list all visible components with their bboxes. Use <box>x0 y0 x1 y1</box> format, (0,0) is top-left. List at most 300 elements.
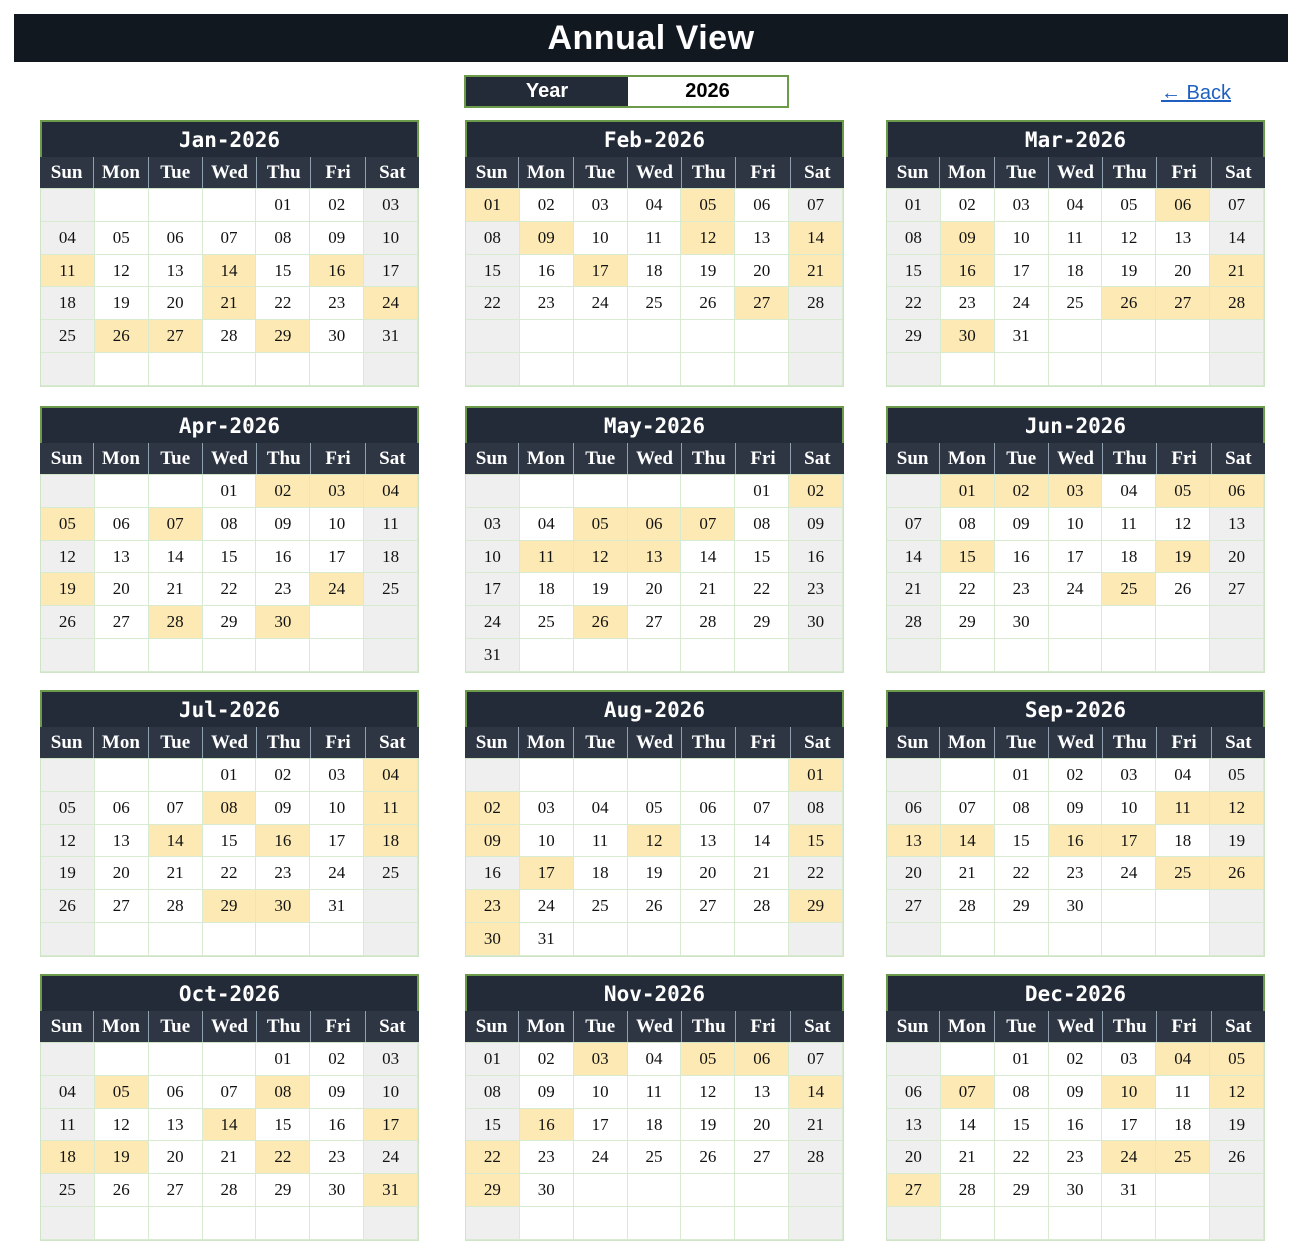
day-cell[interactable]: 16 <box>520 255 574 288</box>
day-cell[interactable]: 04 <box>628 189 682 222</box>
day-cell[interactable]: 10 <box>310 508 364 541</box>
day-cell[interactable]: 24 <box>1102 857 1156 890</box>
day-cell[interactable]: 15 <box>789 825 843 858</box>
day-cell[interactable]: 14 <box>941 1109 995 1142</box>
day-cell[interactable]: 03 <box>995 189 1049 222</box>
day-cell[interactable]: 04 <box>364 759 418 792</box>
day-cell[interactable]: 29 <box>995 1174 1049 1207</box>
day-cell[interactable]: 27 <box>95 606 149 639</box>
day-cell[interactable]: 20 <box>628 573 682 606</box>
day-cell[interactable]: 09 <box>310 222 364 255</box>
day-cell[interactable]: 21 <box>149 573 203 606</box>
day-cell[interactable]: 27 <box>1156 287 1210 320</box>
day-cell[interactable]: 22 <box>995 857 1049 890</box>
day-cell[interactable]: 28 <box>941 1174 995 1207</box>
day-cell[interactable]: 07 <box>149 508 203 541</box>
day-cell[interactable]: 06 <box>149 1076 203 1109</box>
day-cell[interactable]: 24 <box>995 287 1049 320</box>
day-cell[interactable]: 28 <box>941 890 995 923</box>
day-cell[interactable]: 21 <box>941 1141 995 1174</box>
day-cell[interactable]: 30 <box>1049 890 1103 923</box>
day-cell[interactable]: 23 <box>256 857 310 890</box>
day-cell[interactable]: 07 <box>941 792 995 825</box>
day-cell[interactable]: 30 <box>256 606 310 639</box>
day-cell[interactable]: 30 <box>520 1174 574 1207</box>
day-cell[interactable]: 18 <box>41 287 95 320</box>
day-cell[interactable]: 28 <box>681 606 735 639</box>
day-cell[interactable]: 24 <box>364 287 418 320</box>
day-cell[interactable]: 15 <box>941 541 995 574</box>
day-cell[interactable]: 27 <box>1210 573 1264 606</box>
day-cell[interactable]: 27 <box>735 287 789 320</box>
day-cell[interactable]: 11 <box>364 792 418 825</box>
day-cell[interactable]: 29 <box>256 320 310 353</box>
day-cell[interactable]: 10 <box>520 825 574 858</box>
day-cell[interactable]: 15 <box>203 541 257 574</box>
day-cell[interactable]: 04 <box>628 1043 682 1076</box>
day-cell[interactable]: 21 <box>789 255 843 288</box>
day-cell[interactable]: 07 <box>681 508 735 541</box>
day-cell[interactable]: 02 <box>995 475 1049 508</box>
day-cell[interactable]: 23 <box>789 573 843 606</box>
day-cell[interactable]: 18 <box>628 255 682 288</box>
day-cell[interactable]: 18 <box>1156 1109 1210 1142</box>
day-cell[interactable]: 07 <box>789 1043 843 1076</box>
day-cell[interactable]: 05 <box>681 1043 735 1076</box>
day-cell[interactable]: 05 <box>95 1076 149 1109</box>
day-cell[interactable]: 09 <box>520 222 574 255</box>
day-cell[interactable]: 10 <box>1102 1076 1156 1109</box>
day-cell[interactable]: 11 <box>628 222 682 255</box>
day-cell[interactable]: 28 <box>789 1141 843 1174</box>
day-cell[interactable]: 03 <box>574 1043 628 1076</box>
day-cell[interactable]: 29 <box>256 1174 310 1207</box>
day-cell[interactable]: 17 <box>995 255 1049 288</box>
day-cell[interactable]: 21 <box>1210 255 1264 288</box>
day-cell[interactable]: 30 <box>789 606 843 639</box>
day-cell[interactable]: 23 <box>1049 857 1103 890</box>
day-cell[interactable]: 27 <box>887 1174 941 1207</box>
day-cell[interactable]: 13 <box>149 255 203 288</box>
day-cell[interactable]: 26 <box>1210 1141 1264 1174</box>
day-cell[interactable]: 18 <box>364 825 418 858</box>
day-cell[interactable]: 09 <box>256 508 310 541</box>
day-cell[interactable]: 28 <box>887 606 941 639</box>
day-cell[interactable]: 19 <box>41 857 95 890</box>
day-cell[interactable]: 01 <box>466 189 520 222</box>
day-cell[interactable]: 28 <box>149 606 203 639</box>
day-cell[interactable]: 15 <box>995 1109 1049 1142</box>
day-cell[interactable]: 05 <box>574 508 628 541</box>
day-cell[interactable]: 22 <box>466 287 520 320</box>
day-cell[interactable]: 21 <box>681 573 735 606</box>
day-cell[interactable]: 11 <box>364 508 418 541</box>
day-cell[interactable]: 28 <box>789 287 843 320</box>
day-cell[interactable]: 17 <box>364 255 418 288</box>
day-cell[interactable]: 02 <box>466 792 520 825</box>
day-cell[interactable]: 12 <box>95 1109 149 1142</box>
day-cell[interactable]: 12 <box>628 825 682 858</box>
day-cell[interactable]: 08 <box>789 792 843 825</box>
day-cell[interactable]: 08 <box>256 222 310 255</box>
day-cell[interactable]: 27 <box>149 1174 203 1207</box>
day-cell[interactable]: 11 <box>41 1109 95 1142</box>
day-cell[interactable]: 25 <box>520 606 574 639</box>
day-cell[interactable]: 30 <box>995 606 1049 639</box>
day-cell[interactable]: 08 <box>887 222 941 255</box>
day-cell[interactable]: 16 <box>520 1109 574 1142</box>
day-cell[interactable]: 25 <box>628 287 682 320</box>
day-cell[interactable]: 17 <box>1102 1109 1156 1142</box>
day-cell[interactable]: 25 <box>41 320 95 353</box>
day-cell[interactable]: 04 <box>41 222 95 255</box>
day-cell[interactable]: 01 <box>887 189 941 222</box>
day-cell[interactable]: 21 <box>887 573 941 606</box>
day-cell[interactable]: 16 <box>1049 1109 1103 1142</box>
day-cell[interactable]: 12 <box>681 1076 735 1109</box>
day-cell[interactable]: 08 <box>256 1076 310 1109</box>
day-cell[interactable]: 10 <box>364 222 418 255</box>
day-cell[interactable]: 31 <box>466 639 520 672</box>
day-cell[interactable]: 13 <box>681 825 735 858</box>
day-cell[interactable]: 30 <box>310 1174 364 1207</box>
day-cell[interactable]: 24 <box>310 573 364 606</box>
day-cell[interactable]: 14 <box>789 1076 843 1109</box>
day-cell[interactable]: 05 <box>1210 1043 1264 1076</box>
day-cell[interactable]: 20 <box>887 857 941 890</box>
day-cell[interactable]: 07 <box>203 222 257 255</box>
day-cell[interactable]: 17 <box>574 255 628 288</box>
day-cell[interactable]: 13 <box>887 1109 941 1142</box>
day-cell[interactable]: 18 <box>1156 825 1210 858</box>
day-cell[interactable]: 03 <box>1102 759 1156 792</box>
day-cell[interactable]: 23 <box>995 573 1049 606</box>
day-cell[interactable]: 18 <box>41 1141 95 1174</box>
day-cell[interactable]: 31 <box>364 1174 418 1207</box>
day-cell[interactable]: 28 <box>203 320 257 353</box>
day-cell[interactable]: 07 <box>887 508 941 541</box>
day-cell[interactable]: 17 <box>520 857 574 890</box>
day-cell[interactable]: 19 <box>41 573 95 606</box>
day-cell[interactable]: 26 <box>1156 573 1210 606</box>
day-cell[interactable]: 15 <box>887 255 941 288</box>
day-cell[interactable]: 28 <box>149 890 203 923</box>
day-cell[interactable]: 08 <box>466 222 520 255</box>
day-cell[interactable]: 05 <box>1210 759 1264 792</box>
day-cell[interactable]: 01 <box>466 1043 520 1076</box>
day-cell[interactable]: 09 <box>1049 792 1103 825</box>
day-cell[interactable]: 01 <box>995 1043 1049 1076</box>
day-cell[interactable]: 02 <box>520 189 574 222</box>
day-cell[interactable]: 07 <box>203 1076 257 1109</box>
day-cell[interactable]: 08 <box>941 508 995 541</box>
day-cell[interactable]: 26 <box>681 287 735 320</box>
day-cell[interactable]: 02 <box>520 1043 574 1076</box>
day-cell[interactable]: 19 <box>574 573 628 606</box>
day-cell[interactable]: 29 <box>995 890 1049 923</box>
year-input[interactable]: 2026 <box>628 77 787 106</box>
day-cell[interactable]: 04 <box>1156 759 1210 792</box>
day-cell[interactable]: 22 <box>256 287 310 320</box>
day-cell[interactable]: 01 <box>256 1043 310 1076</box>
day-cell[interactable]: 20 <box>95 573 149 606</box>
day-cell[interactable]: 15 <box>466 255 520 288</box>
day-cell[interactable]: 10 <box>1102 792 1156 825</box>
day-cell[interactable]: 25 <box>1156 857 1210 890</box>
day-cell[interactable]: 03 <box>364 189 418 222</box>
day-cell[interactable]: 28 <box>1210 287 1264 320</box>
day-cell[interactable]: 21 <box>789 1109 843 1142</box>
day-cell[interactable]: 23 <box>941 287 995 320</box>
day-cell[interactable]: 31 <box>995 320 1049 353</box>
day-cell[interactable]: 30 <box>941 320 995 353</box>
day-cell[interactable]: 06 <box>95 508 149 541</box>
day-cell[interactable]: 05 <box>628 792 682 825</box>
day-cell[interactable]: 11 <box>1102 508 1156 541</box>
day-cell[interactable]: 03 <box>520 792 574 825</box>
day-cell[interactable]: 14 <box>681 541 735 574</box>
day-cell[interactable]: 14 <box>887 541 941 574</box>
day-cell[interactable]: 22 <box>203 857 257 890</box>
day-cell[interactable]: 02 <box>1049 1043 1103 1076</box>
day-cell[interactable]: 14 <box>735 825 789 858</box>
day-cell[interactable]: 01 <box>203 475 257 508</box>
day-cell[interactable]: 25 <box>574 890 628 923</box>
day-cell[interactable]: 01 <box>203 759 257 792</box>
day-cell[interactable]: 20 <box>735 1109 789 1142</box>
day-cell[interactable]: 01 <box>256 189 310 222</box>
day-cell[interactable]: 11 <box>628 1076 682 1109</box>
day-cell[interactable]: 30 <box>256 890 310 923</box>
day-cell[interactable]: 10 <box>1049 508 1103 541</box>
day-cell[interactable]: 05 <box>95 222 149 255</box>
day-cell[interactable]: 19 <box>1156 541 1210 574</box>
day-cell[interactable]: 06 <box>628 508 682 541</box>
day-cell[interactable]: 21 <box>149 857 203 890</box>
day-cell[interactable]: 16 <box>789 541 843 574</box>
day-cell[interactable]: 22 <box>789 857 843 890</box>
day-cell[interactable]: 06 <box>887 1076 941 1109</box>
day-cell[interactable]: 25 <box>1102 573 1156 606</box>
day-cell[interactable]: 26 <box>1210 857 1264 890</box>
day-cell[interactable]: 01 <box>789 759 843 792</box>
day-cell[interactable]: 19 <box>1210 825 1264 858</box>
day-cell[interactable]: 10 <box>574 1076 628 1109</box>
day-cell[interactable]: 15 <box>256 255 310 288</box>
day-cell[interactable]: 25 <box>1156 1141 1210 1174</box>
day-cell[interactable]: 12 <box>41 825 95 858</box>
day-cell[interactable]: 10 <box>364 1076 418 1109</box>
day-cell[interactable]: 25 <box>1049 287 1103 320</box>
day-cell[interactable]: 02 <box>310 189 364 222</box>
day-cell[interactable]: 09 <box>995 508 1049 541</box>
day-cell[interactable]: 23 <box>310 287 364 320</box>
day-cell[interactable]: 07 <box>1210 189 1264 222</box>
day-cell[interactable]: 15 <box>203 825 257 858</box>
day-cell[interactable]: 01 <box>941 475 995 508</box>
day-cell[interactable]: 13 <box>1210 508 1264 541</box>
day-cell[interactable]: 09 <box>1049 1076 1103 1109</box>
day-cell[interactable]: 17 <box>1049 541 1103 574</box>
day-cell[interactable]: 13 <box>735 1076 789 1109</box>
day-cell[interactable]: 20 <box>95 857 149 890</box>
day-cell[interactable]: 23 <box>310 1141 364 1174</box>
day-cell[interactable]: 13 <box>887 825 941 858</box>
day-cell[interactable]: 29 <box>735 606 789 639</box>
day-cell[interactable]: 09 <box>520 1076 574 1109</box>
day-cell[interactable]: 09 <box>256 792 310 825</box>
day-cell[interactable]: 03 <box>466 508 520 541</box>
day-cell[interactable]: 04 <box>1049 189 1103 222</box>
day-cell[interactable]: 08 <box>203 792 257 825</box>
day-cell[interactable]: 08 <box>466 1076 520 1109</box>
day-cell[interactable]: 03 <box>310 759 364 792</box>
day-cell[interactable]: 16 <box>310 1109 364 1142</box>
day-cell[interactable]: 06 <box>681 792 735 825</box>
day-cell[interactable]: 02 <box>256 475 310 508</box>
day-cell[interactable]: 04 <box>41 1076 95 1109</box>
day-cell[interactable]: 17 <box>1102 825 1156 858</box>
day-cell[interactable]: 24 <box>574 1141 628 1174</box>
day-cell[interactable]: 16 <box>256 541 310 574</box>
day-cell[interactable]: 27 <box>628 606 682 639</box>
day-cell[interactable]: 17 <box>364 1109 418 1142</box>
day-cell[interactable]: 08 <box>995 1076 1049 1109</box>
day-cell[interactable]: 12 <box>1210 792 1264 825</box>
day-cell[interactable]: 12 <box>1210 1076 1264 1109</box>
day-cell[interactable]: 12 <box>574 541 628 574</box>
day-cell[interactable]: 08 <box>203 508 257 541</box>
day-cell[interactable]: 08 <box>735 508 789 541</box>
day-cell[interactable]: 22 <box>466 1141 520 1174</box>
day-cell[interactable]: 23 <box>466 890 520 923</box>
day-cell[interactable]: 12 <box>41 541 95 574</box>
day-cell[interactable]: 20 <box>735 255 789 288</box>
day-cell[interactable]: 21 <box>941 857 995 890</box>
day-cell[interactable]: 31 <box>520 923 574 956</box>
day-cell[interactable]: 14 <box>149 541 203 574</box>
day-cell[interactable]: 25 <box>628 1141 682 1174</box>
day-cell[interactable]: 07 <box>149 792 203 825</box>
day-cell[interactable]: 14 <box>203 255 257 288</box>
day-cell[interactable]: 04 <box>520 508 574 541</box>
day-cell[interactable]: 28 <box>735 890 789 923</box>
day-cell[interactable]: 01 <box>995 759 1049 792</box>
day-cell[interactable]: 20 <box>1210 541 1264 574</box>
day-cell[interactable]: 14 <box>203 1109 257 1142</box>
day-cell[interactable]: 09 <box>941 222 995 255</box>
day-cell[interactable]: 27 <box>149 320 203 353</box>
day-cell[interactable]: 02 <box>310 1043 364 1076</box>
day-cell[interactable]: 03 <box>310 475 364 508</box>
day-cell[interactable]: 16 <box>256 825 310 858</box>
day-cell[interactable]: 31 <box>310 890 364 923</box>
day-cell[interactable]: 06 <box>1210 475 1264 508</box>
day-cell[interactable]: 14 <box>1210 222 1264 255</box>
day-cell[interactable]: 19 <box>95 287 149 320</box>
day-cell[interactable]: 29 <box>466 1174 520 1207</box>
day-cell[interactable]: 26 <box>681 1141 735 1174</box>
day-cell[interactable]: 20 <box>149 287 203 320</box>
day-cell[interactable]: 05 <box>41 792 95 825</box>
day-cell[interactable]: 19 <box>681 1109 735 1142</box>
day-cell[interactable]: 11 <box>1049 222 1103 255</box>
day-cell[interactable]: 20 <box>681 857 735 890</box>
year-selector[interactable] <box>464 75 789 108</box>
day-cell[interactable]: 17 <box>310 541 364 574</box>
day-cell[interactable]: 02 <box>1049 759 1103 792</box>
day-cell[interactable]: 27 <box>681 890 735 923</box>
day-cell[interactable]: 14 <box>941 825 995 858</box>
day-cell[interactable]: 26 <box>95 320 149 353</box>
day-cell[interactable]: 27 <box>887 890 941 923</box>
day-cell[interactable]: 02 <box>941 189 995 222</box>
day-cell[interactable]: 19 <box>95 1141 149 1174</box>
day-cell[interactable]: 22 <box>941 573 995 606</box>
day-cell[interactable]: 18 <box>1102 541 1156 574</box>
day-cell[interactable]: 17 <box>310 825 364 858</box>
day-cell[interactable]: 26 <box>41 606 95 639</box>
day-cell[interactable]: 07 <box>735 792 789 825</box>
day-cell[interactable]: 12 <box>681 222 735 255</box>
day-cell[interactable]: 11 <box>574 825 628 858</box>
day-cell[interactable]: 25 <box>41 1174 95 1207</box>
day-cell[interactable]: 07 <box>789 189 843 222</box>
day-cell[interactable]: 13 <box>628 541 682 574</box>
day-cell[interactable]: 11 <box>41 255 95 288</box>
day-cell[interactable]: 28 <box>203 1174 257 1207</box>
day-cell[interactable]: 10 <box>310 792 364 825</box>
day-cell[interactable]: 22 <box>256 1141 310 1174</box>
day-cell[interactable]: 03 <box>1102 1043 1156 1076</box>
day-cell[interactable]: 06 <box>735 189 789 222</box>
day-cell[interactable]: 17 <box>466 573 520 606</box>
day-cell[interactable]: 04 <box>1102 475 1156 508</box>
day-cell[interactable]: 24 <box>1102 1141 1156 1174</box>
day-cell[interactable]: 20 <box>149 1141 203 1174</box>
day-cell[interactable]: 07 <box>941 1076 995 1109</box>
day-cell[interactable]: 18 <box>520 573 574 606</box>
day-cell[interactable]: 30 <box>466 923 520 956</box>
day-cell[interactable]: 13 <box>1156 222 1210 255</box>
day-cell[interactable]: 10 <box>466 541 520 574</box>
day-cell[interactable]: 10 <box>574 222 628 255</box>
day-cell[interactable]: 19 <box>681 255 735 288</box>
day-cell[interactable]: 24 <box>310 857 364 890</box>
day-cell[interactable]: 06 <box>735 1043 789 1076</box>
day-cell[interactable]: 16 <box>310 255 364 288</box>
day-cell[interactable]: 22 <box>735 573 789 606</box>
day-cell[interactable]: 21 <box>203 1141 257 1174</box>
day-cell[interactable]: 01 <box>735 475 789 508</box>
day-cell[interactable]: 17 <box>574 1109 628 1142</box>
day-cell[interactable]: 15 <box>735 541 789 574</box>
day-cell[interactable]: 24 <box>466 606 520 639</box>
day-cell[interactable]: 29 <box>941 606 995 639</box>
day-cell[interactable]: 15 <box>995 825 1049 858</box>
day-cell[interactable]: 13 <box>95 825 149 858</box>
day-cell[interactable]: 20 <box>1156 255 1210 288</box>
day-cell[interactable]: 19 <box>1210 1109 1264 1142</box>
day-cell[interactable]: 14 <box>789 222 843 255</box>
back-link[interactable]: ← Back <box>1161 82 1232 104</box>
day-cell[interactable]: 05 <box>1102 189 1156 222</box>
day-cell[interactable]: 19 <box>628 857 682 890</box>
day-cell[interactable]: 23 <box>256 573 310 606</box>
day-cell[interactable]: 13 <box>95 541 149 574</box>
day-cell[interactable]: 05 <box>681 189 735 222</box>
day-cell[interactable]: 24 <box>1049 573 1103 606</box>
